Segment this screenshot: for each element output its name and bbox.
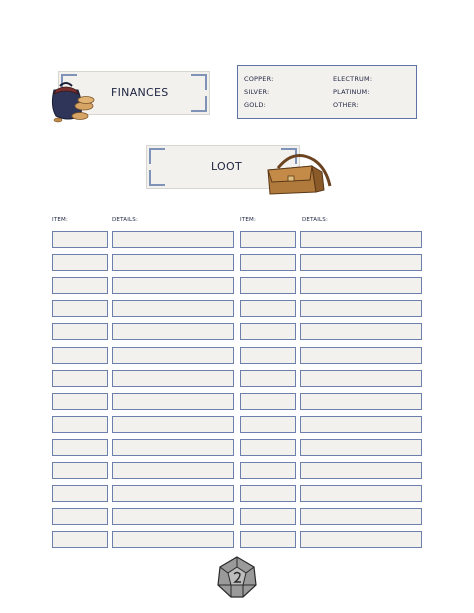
details-field-right[interactable] — [300, 347, 422, 364]
coin-pouch-icon — [44, 68, 100, 124]
item-field-right[interactable] — [240, 347, 296, 364]
details-field-left[interactable] — [112, 277, 234, 294]
item-field-left[interactable] — [52, 393, 108, 410]
d12-dice-icon — [215, 555, 259, 599]
copper-label[interactable]: COPPER: — [244, 75, 274, 83]
details-field-right[interactable] — [300, 323, 422, 340]
gold-label[interactable]: GOLD: — [244, 101, 266, 109]
item-field-right[interactable] — [240, 531, 296, 548]
electrum-label[interactable]: ELECTRUM: — [333, 75, 373, 83]
details-field-left[interactable] — [112, 347, 234, 364]
details-field-left[interactable] — [112, 416, 234, 433]
item-field-left[interactable] — [52, 300, 108, 317]
details-field-left[interactable] — [112, 370, 234, 387]
details-field-right[interactable] — [300, 462, 422, 479]
item-field-left[interactable] — [52, 439, 108, 456]
banner-corner-ornament — [191, 74, 207, 90]
item-field-right[interactable] — [240, 462, 296, 479]
item-field-right[interactable] — [240, 277, 296, 294]
item-header-right: ITEM: — [240, 217, 257, 223]
item-field-right[interactable] — [240, 231, 296, 248]
item-field-left[interactable] — [52, 370, 108, 387]
details-field-left[interactable] — [112, 485, 234, 502]
item-field-left[interactable] — [52, 231, 108, 248]
satchel-icon — [264, 150, 336, 196]
item-field-right[interactable] — [240, 508, 296, 525]
item-field-right[interactable] — [240, 485, 296, 502]
item-field-right[interactable] — [240, 300, 296, 317]
details-field-left[interactable] — [112, 439, 234, 456]
item-field-left[interactable] — [52, 323, 108, 340]
item-field-left[interactable] — [52, 277, 108, 294]
other-label[interactable]: OTHER: — [333, 101, 359, 109]
details-field-right[interactable] — [300, 277, 422, 294]
finances-title: FINANCES — [111, 86, 169, 99]
details-field-right[interactable] — [300, 416, 422, 433]
item-field-right[interactable] — [240, 323, 296, 340]
details-header-left: DETAILS: — [112, 217, 139, 223]
platinum-label[interactable]: PLATINUM: — [333, 88, 370, 96]
details-field-left[interactable] — [112, 508, 234, 525]
item-field-left[interactable] — [52, 462, 108, 479]
item-field-left[interactable] — [52, 347, 108, 364]
item-field-left[interactable] — [52, 416, 108, 433]
details-field-right[interactable] — [300, 254, 422, 271]
details-field-right[interactable] — [300, 531, 422, 548]
details-field-left[interactable] — [112, 323, 234, 340]
item-field-left[interactable] — [52, 531, 108, 548]
banner-corner-ornament — [149, 170, 165, 186]
currency-box — [237, 65, 417, 119]
item-field-right[interactable] — [240, 370, 296, 387]
details-field-right[interactable] — [300, 370, 422, 387]
banner-corner-ornament — [191, 96, 207, 112]
loot-title: LOOT — [211, 160, 242, 173]
banner-corner-ornament — [149, 148, 165, 164]
details-field-right[interactable] — [300, 393, 422, 410]
details-field-left[interactable] — [112, 300, 234, 317]
item-field-left[interactable] — [52, 254, 108, 271]
details-field-right[interactable] — [300, 485, 422, 502]
details-field-left[interactable] — [112, 531, 234, 548]
item-field-right[interactable] — [240, 439, 296, 456]
item-field-right[interactable] — [240, 254, 296, 271]
details-field-right[interactable] — [300, 300, 422, 317]
item-field-right[interactable] — [240, 416, 296, 433]
item-field-left[interactable] — [52, 485, 108, 502]
details-field-left[interactable] — [112, 231, 234, 248]
details-field-right[interactable] — [300, 231, 422, 248]
silver-label[interactable]: SILVER: — [244, 88, 270, 96]
details-field-left[interactable] — [112, 393, 234, 410]
details-field-left[interactable] — [112, 254, 234, 271]
item-field-left[interactable] — [52, 508, 108, 525]
details-field-right[interactable] — [300, 439, 422, 456]
details-field-left[interactable] — [112, 462, 234, 479]
item-field-right[interactable] — [240, 393, 296, 410]
details-field-right[interactable] — [300, 508, 422, 525]
details-header-right: DETAILS: — [302, 217, 329, 223]
item-header-left: ITEM: — [52, 217, 69, 223]
